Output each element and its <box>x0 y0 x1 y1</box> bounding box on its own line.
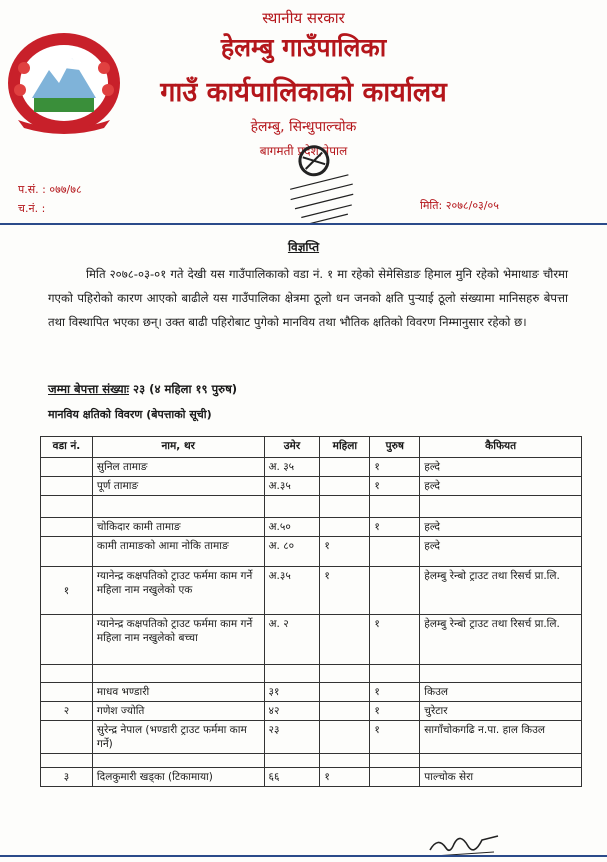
table-row <box>41 683 582 702</box>
cell-age: ३१ <box>264 683 320 702</box>
office-address: हेलम्बु, सिन्धुपाल्चोक <box>250 119 357 135</box>
cell-ward <box>41 496 93 518</box>
table-row <box>41 496 582 518</box>
cell-male: १ <box>370 683 420 702</box>
cell-name: सुरेन्द्र नेपाल (भण्डारी ट्राउट फर्ममा काम गर्ने) <box>92 721 264 754</box>
footer-divider <box>0 855 607 857</box>
cell-male: १ <box>370 477 420 496</box>
table-row <box>41 721 582 754</box>
cell-age: ६६ <box>264 768 320 787</box>
cell-name: दिलकुमारी खड्का (टिकामाया) <box>92 768 264 787</box>
cell-remark: हल्दे <box>420 537 582 567</box>
table-row <box>41 665 582 683</box>
cell-female: १ <box>320 567 370 615</box>
table-row <box>41 537 582 567</box>
cell-remark <box>420 754 582 768</box>
cell-ward <box>41 721 93 754</box>
cell-remark: हेलम्बु रेन्बो ट्राउट तथा रिसर्च प्रा.लि. <box>420 615 582 665</box>
letter-date: मिति: २०७८/०३/०५ <box>420 199 499 212</box>
cell-remark: पाल्चोक सेरा <box>420 768 582 787</box>
cell-female <box>320 721 370 754</box>
cell-male: १ <box>370 615 420 665</box>
cell-female: १ <box>320 537 370 567</box>
cell-name: माधव भण्डारी <box>92 683 264 702</box>
cell-remark <box>420 665 582 683</box>
table-row <box>41 615 582 665</box>
cell-name: कामी तामाङको आमा नोकि तामाङ <box>92 537 264 567</box>
cell-remark <box>420 496 582 518</box>
cell-name <box>92 665 264 683</box>
cell-female <box>320 683 370 702</box>
cell-ward: ३ <box>41 768 93 787</box>
header-remark: कैफियत <box>420 437 582 458</box>
table-row <box>41 754 582 768</box>
cell-female <box>320 518 370 537</box>
notice-title: विज्ञप्ति <box>287 240 320 254</box>
cell-remark: हेलम्बु रेन्बो ट्राउट तथा रिसर्च प्रा.लि. <box>420 567 582 615</box>
table-row <box>41 768 582 787</box>
cell-male: १ <box>370 518 420 537</box>
cell-female <box>320 615 370 665</box>
missing-total-label: जम्मा बेपत्ता संख्याः <box>48 382 129 396</box>
table-header-row <box>41 437 582 458</box>
cell-name <box>92 496 264 518</box>
cell-age: अ. २ <box>264 615 320 665</box>
cell-ward <box>41 477 93 496</box>
cell-age: अ.३५ <box>264 567 320 615</box>
office-stamp-icon <box>276 140 364 230</box>
dispatch-number: च.नं. : <box>18 202 46 215</box>
cell-age: अ.५० <box>264 518 320 537</box>
header-male: पुरुष <box>370 437 420 458</box>
header-ward: वडा नं. <box>41 437 93 458</box>
cell-remark: सागाँचोकगढि न.पा. हाल किउल <box>420 721 582 754</box>
cell-remark: हल्दे <box>420 518 582 537</box>
cell-age: २३ <box>264 721 320 754</box>
cell-ward <box>41 518 93 537</box>
header-divider <box>0 223 607 225</box>
header-name: नाम, थर <box>92 437 264 458</box>
cell-age <box>264 496 320 518</box>
cell-remark: किउल <box>420 683 582 702</box>
cell-female <box>320 665 370 683</box>
cell-name: गणेश ज्योति <box>92 702 264 721</box>
cell-ward: २ <box>41 702 93 721</box>
cell-name: चोकिदार कामी तामाङ <box>92 518 264 537</box>
cell-female <box>320 458 370 477</box>
cell-name: ग्यानेन्द्र कक्षपतिको ट्राउट फर्ममा काम गर्ने महिला नाम नखुलेको बच्चा <box>92 615 264 665</box>
local-government-label: स्थानीय सरकार <box>262 9 345 27</box>
cell-male: १ <box>370 702 420 721</box>
cell-age: अ.३५ <box>264 477 320 496</box>
cell-remark: चुरेटार <box>420 702 582 721</box>
cell-name: पूर्ण तामाङ <box>92 477 264 496</box>
cell-age <box>264 754 320 768</box>
cell-age: ४२ <box>264 702 320 721</box>
table-row <box>41 518 582 537</box>
cell-female <box>320 496 370 518</box>
cell-name <box>92 754 264 768</box>
notice-paragraph: मिति २०७८-०३-०१ गते देखी यस गाउँपालिकाको वडा नं. १ मा रहेको सेमेसिडाङ हिमाल मुनि रहेको भेमाथाङ चौरमा गएको पहिरोको कारण आएको बाढीले यस गाउँपालिका क्षेत्रमा ठूलो धन जनको क्षति पुऱ्याई ठूलो संख्यामा मानिसहरु बेपत्ता तथा विस्थापित भएका छन्। उक्त बाढी पहिरोबाट पुगेको मानविय तथा भौतिक क्षतिको विवरण निम्मानुसार रहेको छ। <box>48 267 568 329</box>
office-name: गाउँ कार्यपालिकाको कार्यालय <box>160 77 447 108</box>
cell-male: १ <box>370 458 420 477</box>
cell-male: १ <box>370 721 420 754</box>
table-row <box>41 567 582 615</box>
cell-male <box>370 665 420 683</box>
cell-male <box>370 567 420 615</box>
cell-ward: १ <box>41 567 93 615</box>
cell-name: सुनिल तामाङ <box>92 458 264 477</box>
cell-age <box>264 665 320 683</box>
list-subheading: मानविय क्षतिको विवरण (बेपत्ताको सूची) <box>48 408 212 421</box>
cell-name: ग्यानेन्द्र कक्षपतिको ट्राउट फर्ममा काम गर्ने महिला नाम नखुलेको एक <box>92 567 264 615</box>
cell-male <box>370 537 420 567</box>
reference-number: प.सं. : ०७७/७८ <box>18 183 82 196</box>
missing-persons-table <box>40 436 582 787</box>
cell-female <box>320 702 370 721</box>
cell-male <box>370 768 420 787</box>
cell-male <box>370 754 420 768</box>
cell-remark: हल्दे <box>420 458 582 477</box>
cell-female <box>320 477 370 496</box>
cell-ward <box>41 615 93 665</box>
cell-age: अ. ३५ <box>264 458 320 477</box>
missing-total-value: २३ (४ महिला १९ पुरुष) <box>133 382 238 396</box>
cell-male <box>370 496 420 518</box>
header-female: महिला <box>320 437 370 458</box>
province-label: बागमती प्रदेश,नेपाल <box>259 144 348 158</box>
table-row <box>41 458 582 477</box>
header-age: उमेर <box>264 437 320 458</box>
cell-ward <box>41 537 93 567</box>
cell-ward <box>41 683 93 702</box>
table-row <box>41 702 582 721</box>
missing-total <box>48 382 237 397</box>
cell-ward <box>41 665 93 683</box>
cell-female: १ <box>320 768 370 787</box>
cell-remark: हल्दे <box>420 477 582 496</box>
cell-ward <box>41 754 93 768</box>
table-row <box>41 477 582 496</box>
cell-age: अ. ८० <box>264 537 320 567</box>
municipality-name: हेलम्बु गाउँपालिका <box>220 33 387 62</box>
cell-female <box>320 754 370 768</box>
cell-ward <box>41 458 93 477</box>
